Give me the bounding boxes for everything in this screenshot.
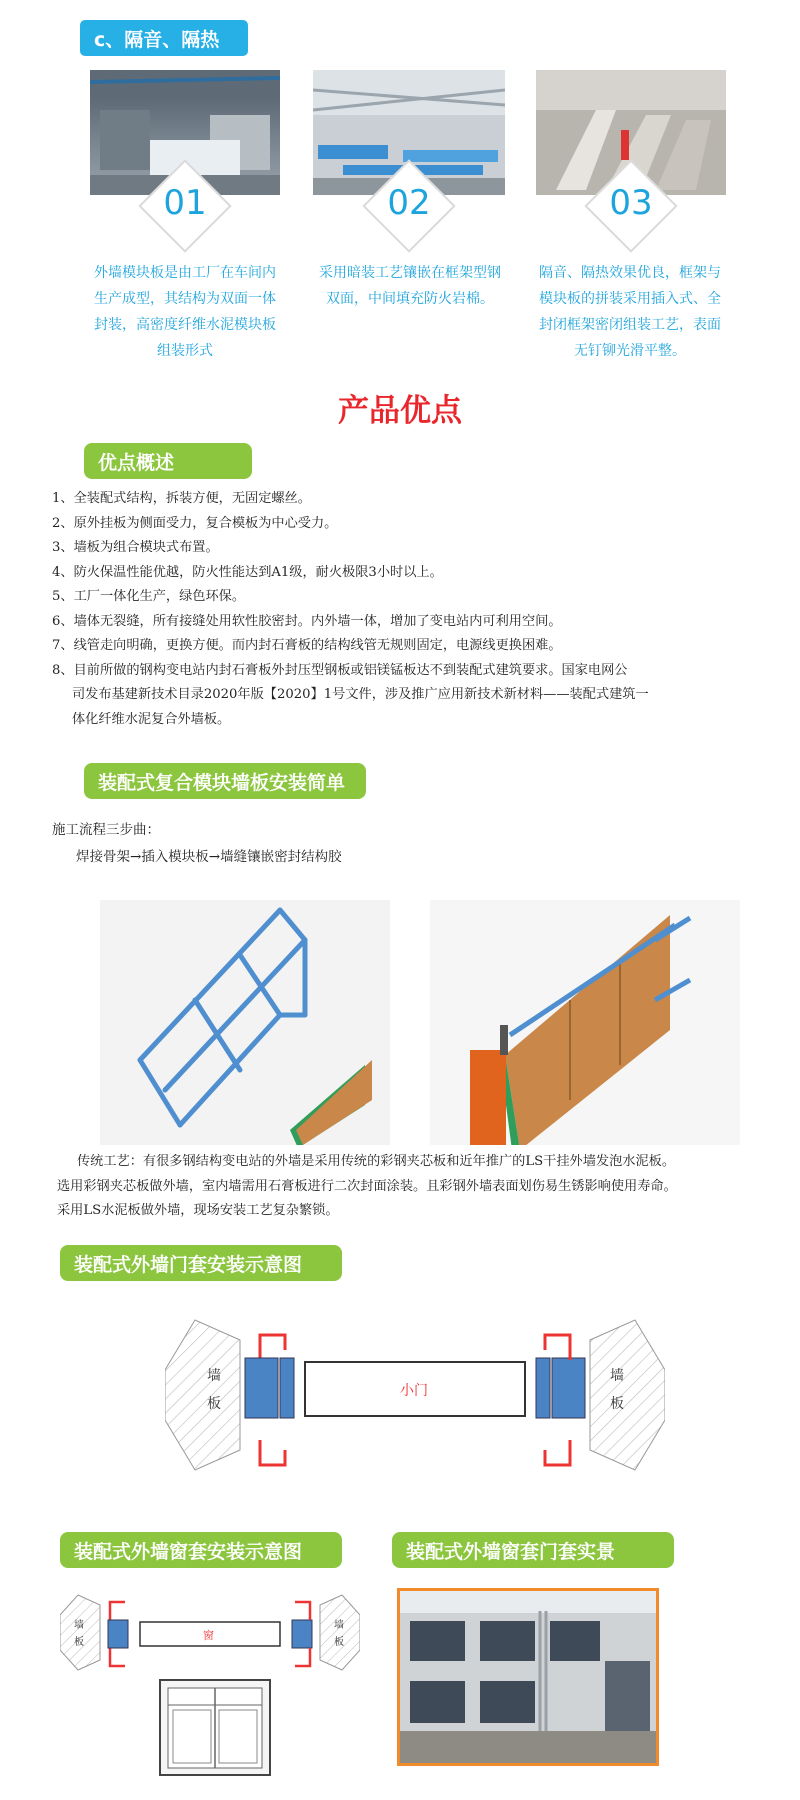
list-item-continuation: 司发布基建新技术目录2020年版【2020】1号文件，涉及推广应用新技术新材料——装配式建筑一 <box>72 687 649 702</box>
step-number-2: 02 <box>387 183 431 223</box>
right-top-bracket <box>545 1335 570 1360</box>
window-right-wall <box>320 1595 360 1670</box>
process-label: 施工流程三步曲： <box>52 822 160 838</box>
install-illustration <box>100 900 740 1145</box>
step-caption-3 <box>525 260 735 364</box>
left-frame-block-small <box>280 1358 294 1418</box>
left-wall-label-1: 墙 <box>207 1368 221 1384</box>
product-advantages-title: 产品优点 <box>338 393 462 429</box>
section-c-title-text: c、隔音、隔热 <box>94 28 220 51</box>
building-photo <box>397 1588 659 1766</box>
photo-section-title-text: 装配式外墙窗套门套实景 <box>406 1540 616 1563</box>
left-top-bracket <box>260 1335 285 1360</box>
advantages-list <box>52 487 752 732</box>
right-wall-hatch <box>590 1320 665 1470</box>
step-caption-1 <box>80 260 290 364</box>
list-item: 7、线管走向明确，更换方便。而内封石膏板的结构线管无规则固定，电源线更换困难。 <box>52 638 562 653</box>
right-wall-label-1: 墙 <box>610 1368 624 1384</box>
right-wall-label-2: 板 <box>610 1396 624 1412</box>
window-right-wall-label-2: 板 <box>334 1637 344 1648</box>
list-item: 2、原外挂板为侧面受力，复合模板为中心受力。 <box>52 515 338 531</box>
paragraph-line: 传统工艺：有很多钢结构变电站的外墙是采用传统的彩钢夹芯板和近年推广的LS干挂外墙发泡水泥板。 <box>77 1154 676 1169</box>
step-caption-3-line: 无钉铆光滑平整。 <box>574 343 686 359</box>
left-wall-label-2: 板 <box>207 1396 221 1412</box>
list-item: 1、全装配式结构，拆装方便，无固定螺丝。 <box>52 491 311 506</box>
advantages-overview-title <box>84 443 252 479</box>
step-caption-3-line: 封闭框架密闭组装工艺，表面 <box>539 317 721 333</box>
list-item: 4、防火保温性能优越，防火性能达到A1级，耐火极限3小时以上。 <box>52 564 443 580</box>
door-diagram <box>165 1300 665 1500</box>
step-caption-3-line: 隔音、隔热效果优良，框架与 <box>539 265 721 281</box>
right-frame-block-small <box>536 1358 550 1418</box>
list-item: 6、墙体无裂缝，所有接缝处用软性胶密封。内外墙一体，增加了变电站内可利用空间。 <box>52 613 562 629</box>
door-diagram-title-text: 装配式外墙门套安装示意图 <box>74 1253 303 1276</box>
window-right-block <box>292 1620 312 1648</box>
window-left-wall-label-2: 板 <box>74 1637 84 1648</box>
window-left-wall-label-1: 墙 <box>74 1620 84 1631</box>
step-caption-1-line: 封装，高密度纤维水泥模块板 <box>94 317 276 333</box>
paragraph-line: 采用LS水泥板做外墙，现场安装工艺复杂繁锁。 <box>57 1203 339 1218</box>
paragraph-line: 选用彩钢夹芯板做外墙，室内墙需用石膏板进行二次封面涂装。且彩钢外墙表面划伤易生锈影响使用寿命。 <box>57 1178 677 1194</box>
step-caption-1-line: 组装形式 <box>157 343 213 359</box>
step-caption-2 <box>305 260 515 312</box>
window-right-wall-label-1: 墙 <box>334 1620 344 1631</box>
traditional-process-text <box>57 1150 747 1224</box>
step-caption-2-line: 双面，中间填充防火岩棉。 <box>326 291 494 307</box>
window-label: 窗 <box>203 1629 214 1642</box>
right-frame-block <box>552 1358 585 1418</box>
window-left-wall <box>60 1595 100 1670</box>
door-label: 小门 <box>400 1383 428 1399</box>
step-caption-3-line: 模块板的拼装采用插入式、全 <box>539 291 721 307</box>
install-title-text: 装配式复合模块墙板安装简单 <box>98 771 346 794</box>
photo-section-title <box>392 1532 674 1568</box>
step-number-3: 03 <box>609 183 653 223</box>
list-item-continuation: 体化纤维水泥复合外墙板。 <box>72 711 231 727</box>
step-number-1: 01 <box>163 183 207 223</box>
advantages-overview-text: 优点概述 <box>98 451 175 474</box>
window-left-block <box>108 1620 128 1648</box>
list-item: 3、墙板为组合模块式布置。 <box>52 540 219 555</box>
process-steps: 焊接骨架→插入模块板→墙缝镶嵌密封结构胶 <box>76 849 342 865</box>
left-frame-block <box>245 1358 278 1418</box>
door-diagram-title <box>60 1245 342 1281</box>
step-caption-1-line: 外墙模块板是由工厂在车间内 <box>94 265 276 281</box>
list-item: 8、目前所做的钢构变电站内封石膏板外封压型钢板或铝镁锰板达不到装配式建筑要求。国家电网公 <box>52 662 628 678</box>
install-title <box>84 763 366 799</box>
list-item: 5、工厂一体化生产，绿色环保。 <box>52 589 246 604</box>
left-bottom-bracket <box>260 1440 285 1465</box>
window-diagram <box>60 1590 360 1780</box>
right-bottom-bracket <box>545 1440 570 1465</box>
section-c-title <box>80 20 248 56</box>
step-caption-2-line: 采用暗装工艺镶嵌在框架型钢 <box>319 265 501 281</box>
step-caption-1-line: 生产成型，其结构为双面一体 <box>94 291 276 307</box>
window-diagram-title-text: 装配式外墙窗套安装示意图 <box>74 1540 303 1563</box>
window-diagram-title <box>60 1532 342 1568</box>
left-wall-hatch <box>165 1320 240 1470</box>
